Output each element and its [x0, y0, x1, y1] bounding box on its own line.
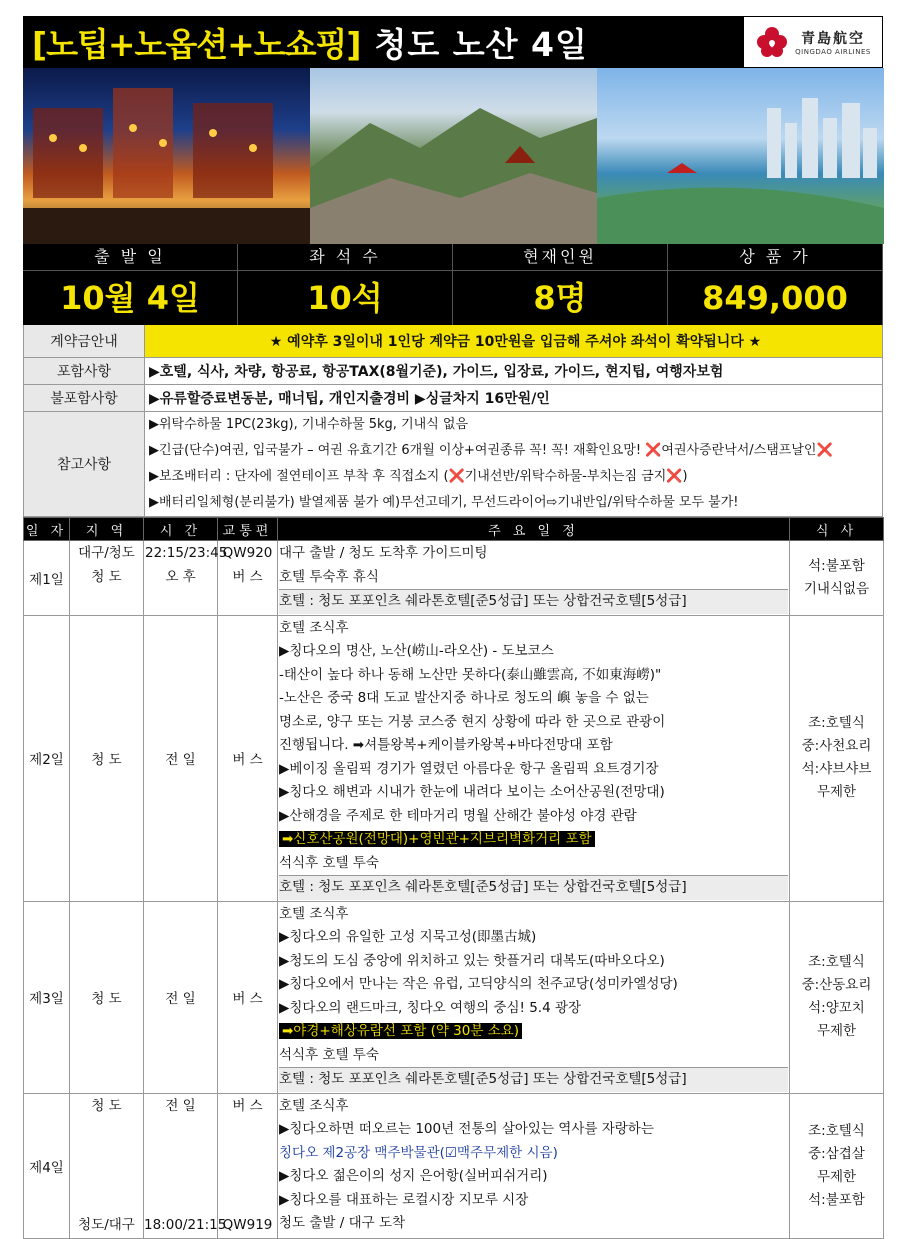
table-row [24, 541, 884, 616]
transport: 버 스 [218, 615, 278, 901]
price-label: 상 품 가 [668, 244, 883, 271]
highlight-included: ➡신호산공원(전망대)+영빈관+지브리벽화거리 포함 [279, 831, 595, 847]
meal: 석:샤브샤브 [801, 761, 872, 777]
time: 전 일 [144, 615, 218, 901]
meal: 조:호텔식 [808, 1122, 865, 1139]
deposit-row [23, 325, 883, 358]
itinerary-page [23, 16, 883, 1239]
note-line: ▶위탁수하물 1PC(23kg), 기내수하물 5kg, 기내식 없음 [149, 417, 468, 432]
day-label: 제3일 [24, 901, 70, 1093]
region: 청 도 [91, 1097, 122, 1114]
schedule-line: ▶칭다오하면 떠오르는 100년 전통의 살아있는 역사를 자랑하는 [279, 1121, 654, 1137]
schedule-line: -노산은 중국 8대 도교 발산지중 하나로 청도의 嶼 놓을 수 없는 [279, 690, 649, 706]
note-line: ▶긴급(단수)여권, 입국불가 – 여권 유효기간 6개월 이상+여권종류 꼭! 꼭! 재확인요망! ❌여권사증란낙서/스탬프날인❌ [149, 443, 833, 458]
schedule-line: ▶청도의 도심 중앙에 위치하고 있는 핫플거리 대복도(따바오다오) [279, 952, 665, 969]
region: 청도/대구 [78, 1217, 135, 1233]
meal: 중:사천요리 [801, 738, 872, 754]
transport: 버 스 [232, 1097, 263, 1114]
meal: 무제한 [816, 784, 857, 800]
notes-row [23, 412, 883, 517]
departure-label: 출 발 일 [23, 244, 238, 271]
meal: 중:삼겹살 [808, 1145, 865, 1162]
note-line: ▶배터리일체형(분리불가) 발열제품 불가 예)무선고데기, 무선드라이어⇨기내반입/위탁수하물 모두 불가! [149, 495, 739, 510]
day-label: 제2일 [24, 615, 70, 901]
included-label: 포함사항 [24, 358, 145, 384]
price-value: 849,000 [668, 271, 883, 325]
hotel-line: 호텔 : 청도 포포인츠 쉐라톤호텔[준5성급] 또는 상합건국호텔[5성급] [279, 875, 788, 900]
time: 전 일 [144, 901, 218, 1093]
night-street-photo [23, 68, 310, 244]
meal: 기내식없음 [803, 580, 870, 597]
day-label: 제1일 [24, 541, 70, 616]
col-meals: 식 사 [790, 518, 884, 541]
schedule-line: 호텔 조식후 [279, 619, 349, 636]
seats-value: 10석 [238, 271, 453, 325]
col-transport: 교통편 [218, 518, 278, 541]
logo-chinese-text: 青島航空 [801, 31, 865, 47]
col-date: 일 자 [24, 518, 70, 541]
page-title [24, 17, 744, 67]
table-row [24, 1093, 884, 1238]
region: 청 도 [70, 615, 144, 901]
laoshan-mountain-photo [310, 68, 597, 244]
schedule-line: 호텔 투숙후 휴식 [279, 568, 379, 585]
title-bracket: [노팁+노옵션+노쇼핑] [32, 24, 361, 64]
transport: QW920 [222, 545, 273, 561]
transport: 버 스 [218, 901, 278, 1093]
meal: 석:불포함 [808, 557, 865, 574]
meal: 석:양꼬치 [808, 1000, 865, 1016]
photo-strip [23, 68, 883, 244]
col-schedule: 주 요 일 정 [278, 518, 790, 541]
itinerary-table [23, 517, 884, 1239]
logo-english-text: QINGDAO AIRLINES [795, 48, 871, 56]
airline-logo [744, 17, 882, 67]
col-region: 지 역 [70, 518, 144, 541]
meal: 무제한 [816, 1168, 857, 1185]
highlight-included: ➡야경+해상유람선 포함 (약 30분 소요) [279, 1023, 522, 1039]
schedule-line: 명소로, 양구 또는 거붕 코스중 현지 상황에 따라 한 곳으로 관광이 [279, 713, 666, 730]
hotel-line: 호텔 : 청도 포포인츠 쉐라톤호텔[준5성급] 또는 상합건국호텔[5성급] [279, 1067, 788, 1092]
departure-value: 10월 4일 [23, 271, 238, 325]
transport: QW919 [222, 1217, 273, 1233]
title-main: 청도 노산 4일 [374, 24, 588, 64]
deposit-text: ★ 예약후 3일이내 1인당 계약금 10만원을 입금해 주셔야 좌석이 확약됩니다 ★ [145, 325, 882, 357]
schedule-line: 호텔 조식후 [279, 905, 349, 922]
note-line: ▶보조배터리 : 단자에 절연테이프 부착 후 직접소지 (❌기내선반/위탁수하물-부치는짐 금지❌) [149, 469, 688, 484]
region: 대구/청도 [78, 545, 135, 561]
schedule-line: ▶칭다오의 명산, 노산(崂山-라오산) - 도보코스 [279, 643, 554, 659]
table-row [24, 901, 884, 1093]
schedule-line: -태산이 높다 하나 동해 노산만 못하다(泰山雖雲高, 不如東海嶗)" [279, 666, 662, 683]
meal: 조:호텔식 [808, 954, 865, 970]
included-row [23, 358, 883, 385]
schedule-line: ▶칭다오의 랜드마크, 칭다오 여행의 중심! 5.4 광장 [279, 999, 582, 1016]
schedule-line: ▶베이징 올림픽 경기가 열렸던 아름다운 항구 올림픽 요트경기장 [279, 760, 659, 777]
schedule-line: 석식후 호텔 투숙 [279, 1046, 379, 1063]
meal: 석:불포함 [808, 1191, 865, 1208]
col-time: 시 간 [144, 518, 218, 541]
meal: 중:산동요리 [801, 977, 872, 993]
table-row [24, 615, 884, 901]
schedule-line: 청도 출발 / 대구 도착 [279, 1215, 406, 1231]
time: 오 후 [165, 568, 196, 585]
deposit-label: 계약금안내 [24, 325, 145, 357]
schedule-line: ▶칭다오에서 만나는 작은 유럽, 고딕양식의 천주교당(성미카엘성당) [279, 976, 678, 992]
excluded-text: ▶유류할증료변동분, 매너팁, 개인지출경비 ▶싱글차지 16만원/인 [149, 391, 550, 407]
time: 18:00/21:15 [144, 1217, 227, 1233]
schedule-line: 호텔 조식후 [279, 1097, 349, 1114]
schedule-line: ▶칭다오를 대표하는 로컬시장 지모루 시장 [279, 1191, 529, 1208]
schedule-line: 칭다오 제2공장 맥주박물관(☑맥주무제한 시음) [279, 1144, 558, 1161]
header-bar [23, 16, 883, 68]
notes-label: 참고사항 [24, 412, 145, 516]
table-header-row [24, 518, 884, 541]
meal: 조:호텔식 [808, 715, 865, 731]
schedule-line: ▶칭다오 해변과 시내가 한눈에 내려다 보이는 소어산공원(전망대) [279, 784, 665, 800]
day-label: 제4일 [24, 1093, 70, 1238]
time: 22:15/23:45 [145, 545, 228, 561]
city-coast-photo [597, 68, 884, 244]
summary-grid [23, 244, 883, 325]
seats-label: 좌 석 수 [238, 244, 453, 271]
time: 전 일 [165, 1097, 196, 1114]
schedule-line: ▶산해경을 주제로 한 테마거리 명월 산해간 불야성 야경 관람 [279, 807, 637, 824]
schedule-line: 대구 출발 / 청도 도착후 가이드미팅 [279, 545, 488, 561]
schedule-line: ▶칭다오의 유일한 고성 지묵고성(即墨古城) [279, 929, 537, 945]
current-people-label: 현재인원 [453, 244, 668, 271]
schedule-line: 진행됩니다. ➡셔틀왕복+케이블카왕복+바다전망대 포함 [279, 737, 613, 753]
schedule-line: 석식후 호텔 투숙 [279, 854, 379, 871]
current-people-value: 8명 [453, 271, 668, 325]
excluded-row [23, 385, 883, 412]
region: 청 도 [91, 568, 122, 585]
hotel-line: 호텔 : 청도 포포인츠 쉐라톤호텔[준5성급] 또는 상합건국호텔[5성급] [279, 589, 788, 614]
schedule-line: ▶칭다오 젊은이의 성지 은어항(실버피쉬거리) [279, 1168, 548, 1184]
meal: 무제한 [816, 1023, 857, 1039]
transport: 버 스 [232, 568, 263, 585]
region: 청 도 [70, 901, 144, 1093]
flower-logo-icon [755, 25, 789, 59]
included-text: ▶호텔, 식사, 차량, 항공료, 항공TAX(8월기준), 가이드, 입장료, 가이드, 현지팁, 여행자보험 [149, 364, 724, 380]
excluded-label: 불포함사항 [24, 385, 145, 411]
